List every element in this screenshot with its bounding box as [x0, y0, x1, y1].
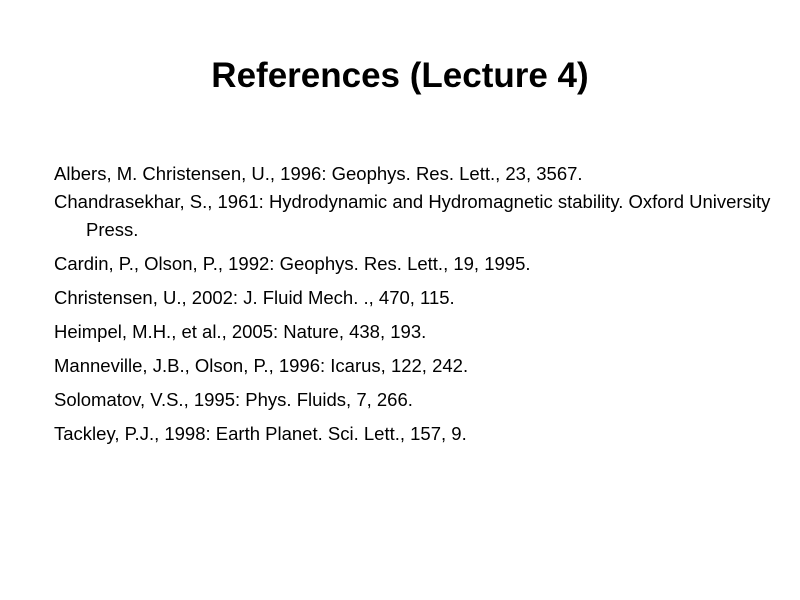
- reference-item: Tackley, P.J., 1998: Earth Planet. Sci. Lett., 157, 9.: [54, 423, 467, 444]
- slide-title: References (Lecture 4): [211, 56, 589, 95]
- reference-item: Christensen, U., 2002: J. Fluid Mech. ., 470, 115.: [54, 287, 455, 308]
- reference-item: Albers, M. Christensen, U., 1996: Geophys. Res. Lett., 23, 3567.: [54, 163, 583, 184]
- reference-item: Heimpel, M.H., et al., 2005: Nature, 438, 193.: [54, 321, 427, 342]
- reference-list: [54, 160, 774, 448]
- reference-item: Solomatov, V.S., 1995: Phys. Fluids, 7, 266.: [54, 389, 413, 410]
- reference-item: Manneville, J.B., Olson, P., 1996: Icarus, 122, 242.: [54, 355, 469, 376]
- reference-item: Cardin, P., Olson, P., 1992: Geophys. Res. Lett., 19, 1995.: [54, 253, 531, 274]
- reference-item: Chandrasekhar, S., 1961: Hydrodynamic and Hydromagnetic stability. Oxford University Press.: [54, 191, 771, 240]
